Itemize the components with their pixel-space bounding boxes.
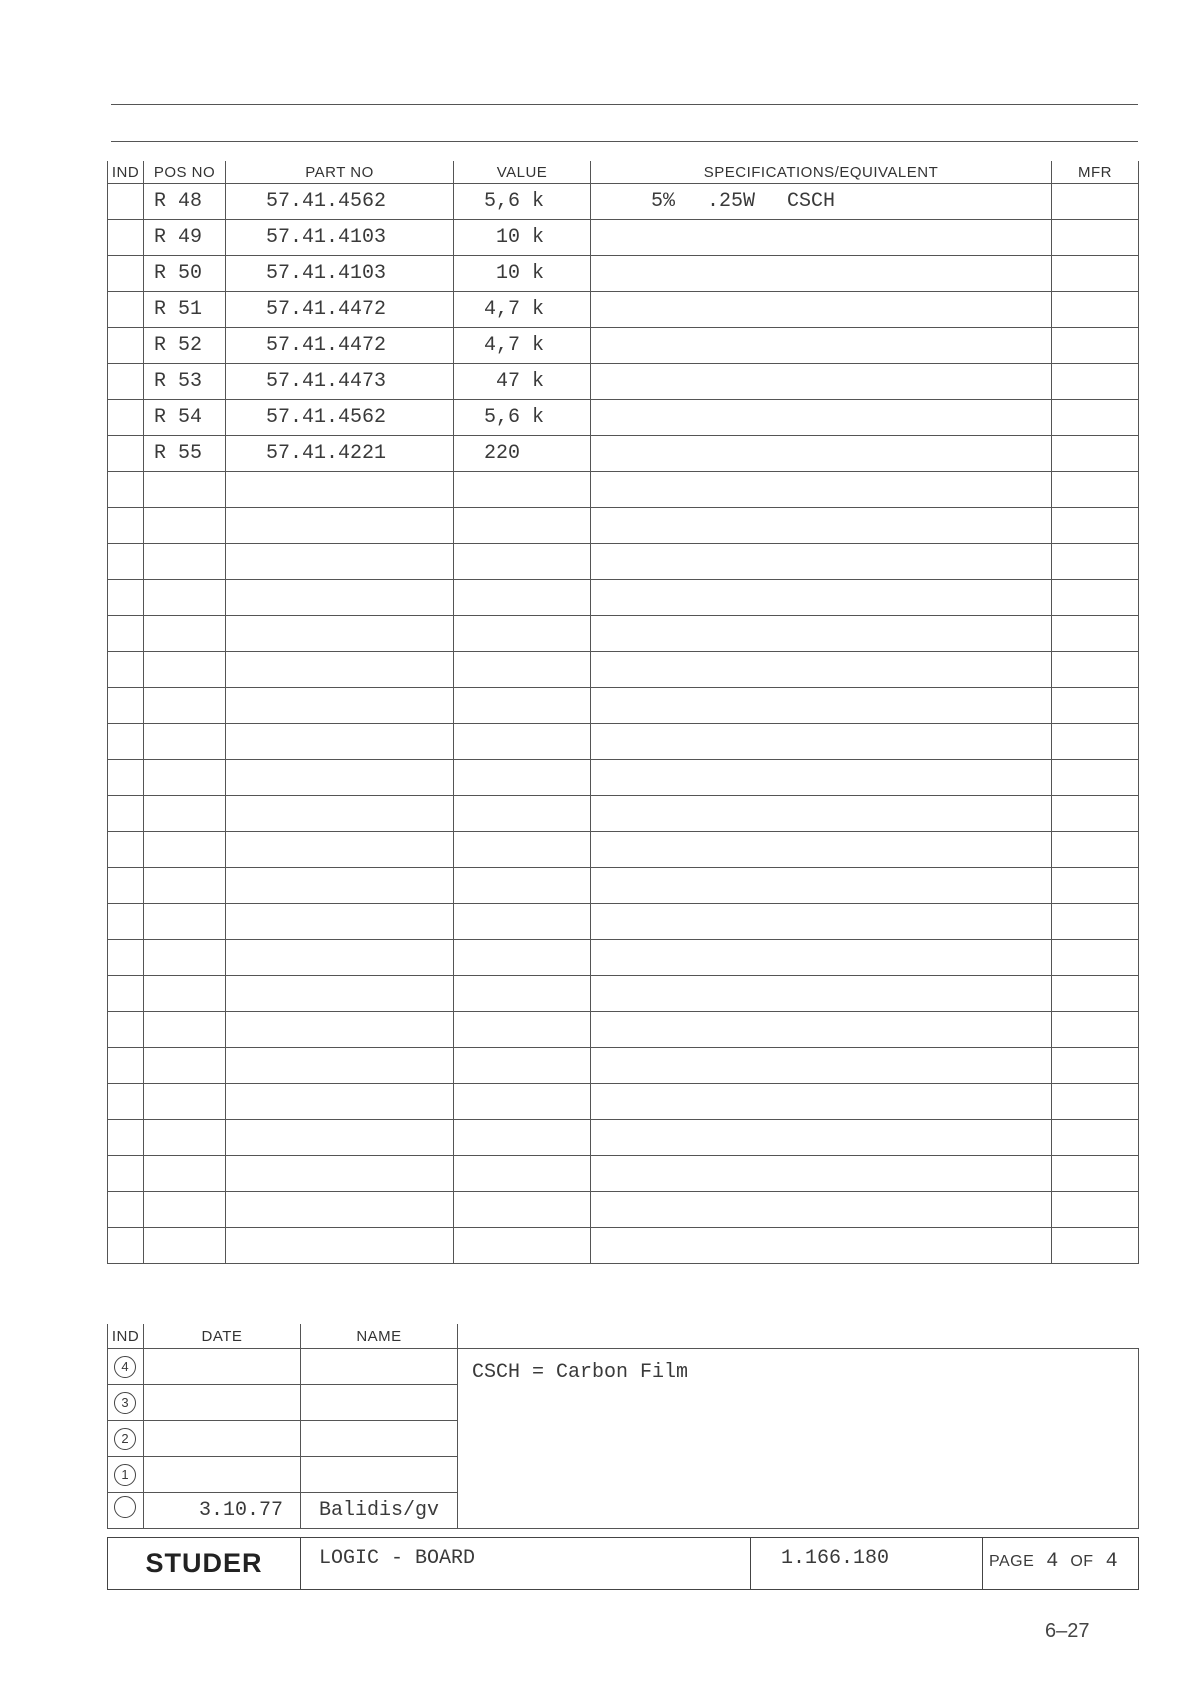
part-cell: 57.41.4103 [226,220,454,256]
empty-row [108,1192,1139,1228]
studer-logo: STUDER [108,1538,301,1590]
table-row [108,364,1139,400]
col-pos-header: POS NO [144,161,226,184]
revision-date: 3.10.77 [144,1493,301,1529]
part-cell: 57.41.4472 [226,328,454,364]
part-cell: 57.41.4562 [226,184,454,220]
pos-cell: R 50 [144,256,226,292]
empty-row [108,544,1139,580]
value-cell: 4,7 k [454,328,591,364]
pos-cell: R 53 [144,364,226,400]
value-cell: 220 [454,436,591,472]
pos-cell: R 55 [144,436,226,472]
revision-row [108,1349,1139,1385]
empty-row [108,688,1139,724]
part-cell: 57.41.4473 [226,364,454,400]
title-block [107,1537,1139,1590]
rev-ind-header: IND [108,1324,144,1349]
rev-date-header: DATE [144,1324,301,1349]
empty-row [108,508,1139,544]
of-label: OF [1070,1553,1094,1570]
spec-cell [591,400,1052,436]
part-cell: 57.41.4103 [226,256,454,292]
revision-header-row [108,1324,1139,1349]
revision-name [301,1349,458,1385]
empty-row [108,724,1139,760]
document-number: 1.166.180 [751,1538,983,1590]
revision-name [301,1457,458,1493]
pos-cell: R 51 [144,292,226,328]
empty-row [108,760,1139,796]
table-row [108,256,1139,292]
empty-row [108,652,1139,688]
parts-list-table [107,161,1139,1264]
table-row [108,436,1139,472]
table-row [108,400,1139,436]
col-ind-header: IND [108,161,144,184]
empty-row [108,832,1139,868]
revision-name [301,1385,458,1421]
empty-row [108,1012,1139,1048]
spec-cell [591,328,1052,364]
value-cell: 10 k [454,256,591,292]
empty-row [108,868,1139,904]
value-cell: 5,6 k [454,184,591,220]
table-row [108,328,1139,364]
part-cell: 57.41.4472 [226,292,454,328]
revision-index-circle: 1 [114,1464,136,1486]
revision-name [301,1421,458,1457]
revision-name: Balidis/gv [301,1493,458,1529]
part-cell: 57.41.4221 [226,436,454,472]
revision-date [144,1385,301,1421]
value-cell: 5,6 k [454,400,591,436]
top-rule-2 [111,141,1138,142]
empty-row [108,904,1139,940]
revision-date [144,1349,301,1385]
remarks-note: CSCH = Carbon Film [458,1349,1139,1529]
page-total: 4 [1105,1550,1118,1573]
spec-cell [591,220,1052,256]
col-value-header: VALUE [454,161,591,184]
value-cell: 47 k [454,364,591,400]
part-cell: 57.41.4562 [226,400,454,436]
rev-name-header: NAME [301,1324,458,1349]
empty-row [108,1120,1139,1156]
col-mfr-header: MFR [1052,161,1139,184]
spec-cell [591,364,1052,400]
col-part-header: PART NO [226,161,454,184]
top-rule-1 [111,104,1138,105]
revision-index-circle [114,1496,136,1518]
revision-index-circle: 2 [114,1428,136,1450]
table-row [108,220,1139,256]
col-spec-header: SPECIFICATIONS/EQUIVALENT [591,161,1052,184]
parts-header-row [108,161,1139,184]
page-number: 6–27 [1045,1620,1090,1642]
pos-cell: R 49 [144,220,226,256]
spec-cell [591,256,1052,292]
empty-row [108,1084,1139,1120]
empty-row [108,940,1139,976]
revision-table [107,1324,1139,1529]
revision-date [144,1421,301,1457]
empty-row [108,796,1139,832]
parts-body [108,184,1139,1264]
value-cell: 4,7 k [454,292,591,328]
spec-cell [591,436,1052,472]
revision-index-circle: 3 [114,1392,136,1414]
page-current: 4 [1046,1550,1059,1573]
page-label: PAGE [989,1553,1035,1570]
empty-row [108,580,1139,616]
pos-cell: R 54 [144,400,226,436]
spec-cell: 5% .25W CSCH [591,184,1052,220]
empty-row [108,616,1139,652]
revision-date [144,1457,301,1493]
empty-row [108,1228,1139,1264]
revision-index-circle: 4 [114,1356,136,1378]
page-indicator [983,1538,1139,1590]
pos-cell: R 52 [144,328,226,364]
table-row [108,184,1139,220]
pos-cell: R 48 [144,184,226,220]
empty-row [108,472,1139,508]
spec-cell [591,292,1052,328]
value-cell: 10 k [454,220,591,256]
document-title: LOGIC - BOARD [301,1538,751,1590]
empty-row [108,976,1139,1012]
table-row [108,292,1139,328]
empty-row [108,1156,1139,1192]
empty-row [108,1048,1139,1084]
